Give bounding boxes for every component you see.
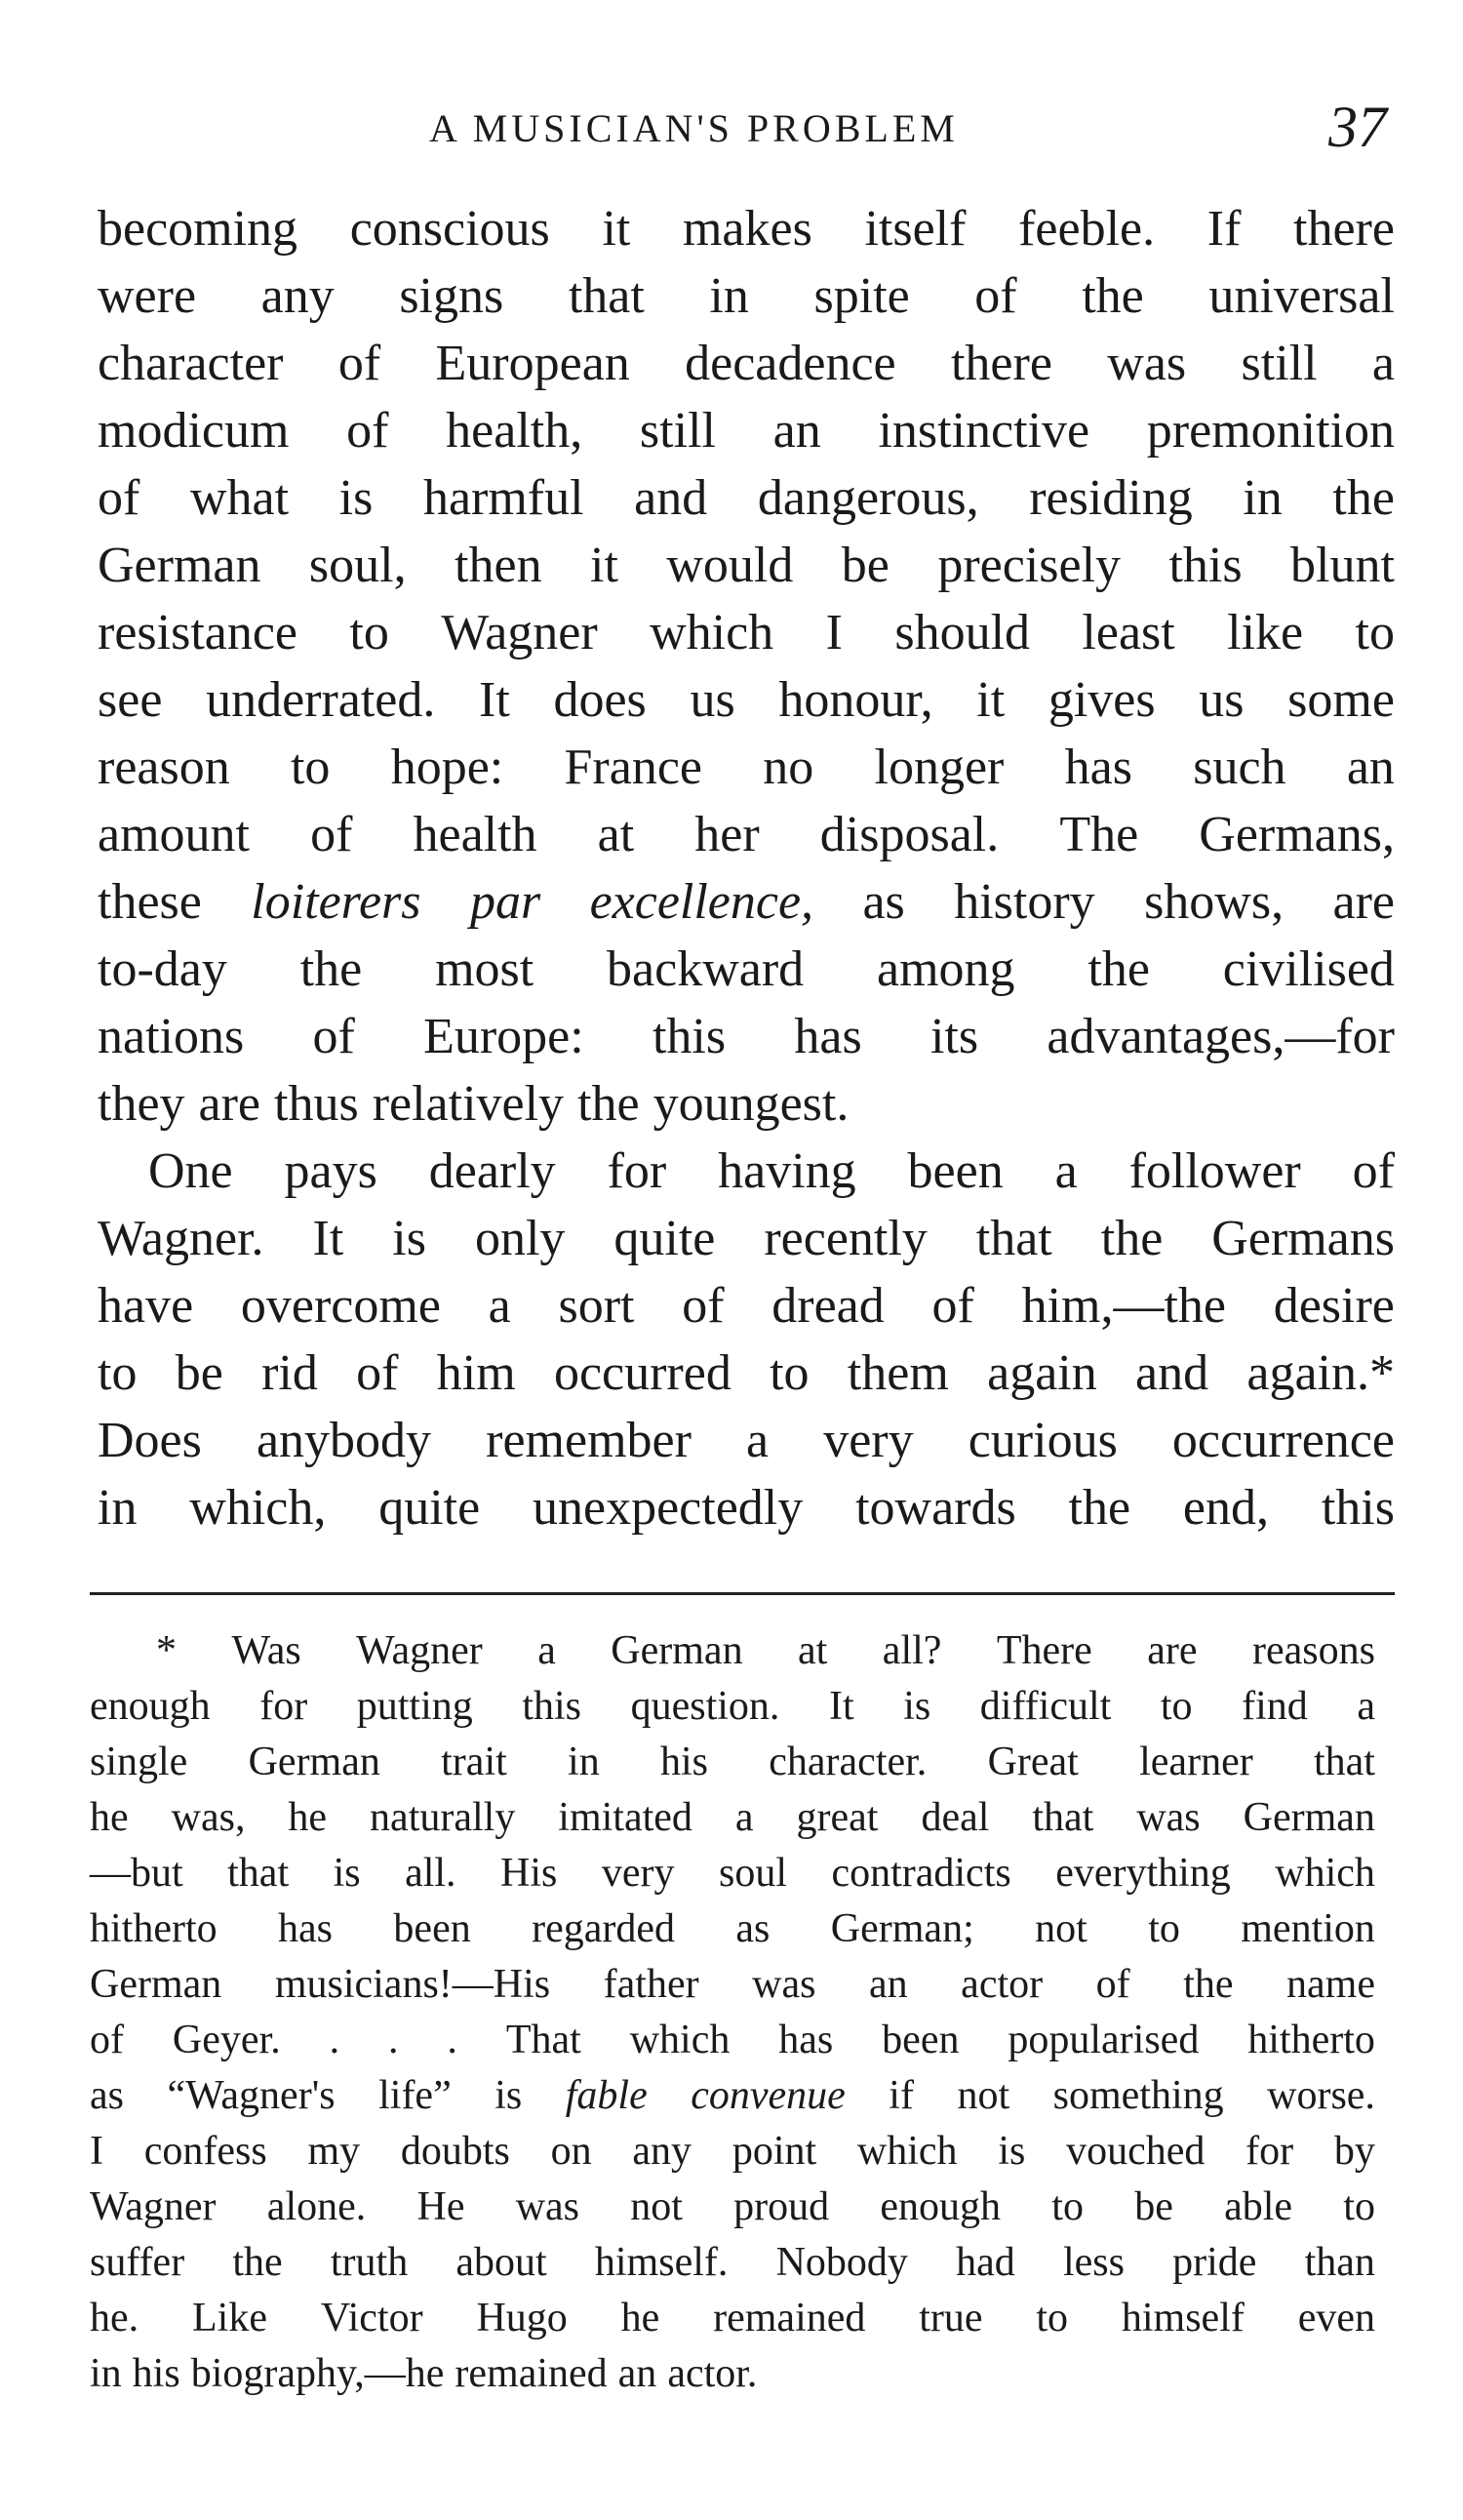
body-text-line: modicum of health, still an instinctive premonition — [98, 403, 1395, 459]
main-text — [98, 195, 1395, 1541]
footnote-line: he. Like Victor Hugo he remained true to himself even — [90, 2296, 1375, 2340]
body-text-line: resistance to Wagner which I should least like to — [98, 605, 1395, 660]
body-text-line: reason to hope: France no longer has such an — [98, 740, 1395, 795]
page-number: 37 — [1328, 95, 1387, 159]
footnote-line: suffer the truth about himself. Nobody had less pride than — [90, 2240, 1375, 2285]
running-title: A MUSICIAN'S PROBLEM — [429, 106, 959, 150]
footnote — [90, 1623, 1375, 2402]
body-text-line: nations of Europe: this has its advantages,—for — [98, 1009, 1395, 1064]
footnote-line: —but that is all. His very soul contradicts everything which — [90, 1851, 1375, 1896]
body-text-line: of what is harmful and dangerous, residing in the — [98, 470, 1395, 526]
body-text-line: One pays dearly for having been a follower of — [148, 1143, 1395, 1199]
footnote-line: * Was Wagner a German at all? There are reasons — [156, 1628, 1375, 1673]
body-text-line: amount of health at her disposal. The Germans, — [98, 807, 1395, 862]
footnote-line: in his biography,—he remained an actor. — [90, 2351, 758, 2396]
footnote-rule — [90, 1592, 1395, 1595]
body-text-line: to-day the most backward among the civilised — [98, 941, 1395, 997]
body-text-line: these loiterers par excellence, as history shows, are — [98, 874, 1395, 930]
body-text-line: were any signs that in spite of the universal — [98, 268, 1395, 324]
footnote-line: hitherto has been regarded as German; not to mention — [90, 1906, 1375, 1951]
body-text-line: character of European decadence there was still a — [98, 336, 1395, 391]
footnote-line: Wagner alone. He was not proud enough to be able to — [90, 2184, 1375, 2229]
body-text-line: in which, quite unexpectedly towards the end, this — [98, 1480, 1395, 1536]
footnote-line: of Geyer. . . . That which has been popularised hitherto — [90, 2018, 1375, 2062]
footnote-line: I confess my doubts on any point which is vouched for by — [90, 2129, 1375, 2174]
running-header — [98, 94, 1395, 162]
body-text-line: to be rid of him occurred to them again and again.* — [98, 1345, 1395, 1401]
footnote-line: single German trait in his character. Great learner that — [90, 1740, 1375, 1784]
footnote-line: he was, he naturally imitated a great deal that was German — [90, 1795, 1375, 1840]
body-text-line: becoming conscious it makes itself feeble. If there — [98, 201, 1395, 257]
footnote-line: as “Wagner's life” is fable convenue if not something worse. — [90, 2073, 1375, 2118]
footnote-line: enough for putting this question. It is difficult to find a — [90, 1684, 1375, 1729]
body-text-line: Wagner. It is only quite recently that the Germans — [98, 1211, 1395, 1266]
body-text-line: German soul, then it would be precisely this blunt — [98, 538, 1395, 593]
body-text-line: Does anybody remember a very curious occurrence — [98, 1413, 1395, 1468]
body-text-line: they are thus relatively the youngest. — [98, 1076, 850, 1132]
body-text-line: see underrated. It does us honour, it gives us some — [98, 672, 1395, 728]
footnote-line: German musicians!—His father was an actor of the name — [90, 1962, 1375, 2007]
body-text-line: have overcome a sort of dread of him,—the desire — [98, 1278, 1395, 1334]
